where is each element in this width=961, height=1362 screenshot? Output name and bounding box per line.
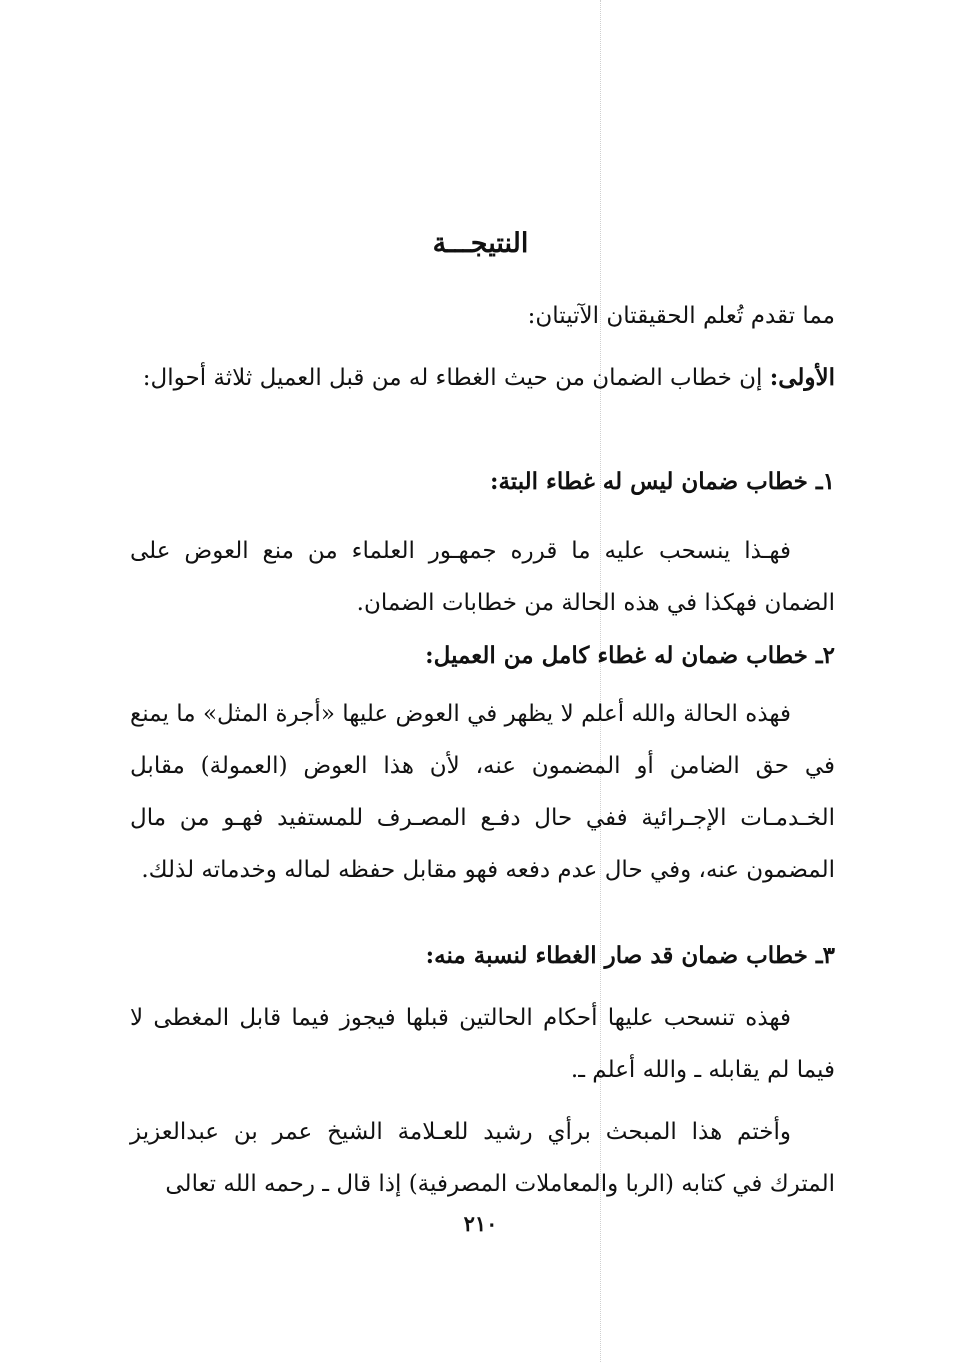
case-1-heading: ١ـ خطاب ضمان ليس له غطاء البتة: xyxy=(489,468,835,495)
closing-paragraph: وأختم هذا المبحث برأي رشيد للعـلامة الشيخ عمر بن عبدالعزيز المترك في كتابه (الربا والمعاملات المصرفية) إذا قال ـ رحمه الله تعالى xyxy=(130,1119,835,1197)
section-title: النتيجـــة xyxy=(432,228,529,259)
case-3-body: فهذه تنسحب عليها أحكام الحالتين قبلها فيجوز فيما قابل المغطى لا فيما لم يقابله ـ والله أعلم ـ. xyxy=(130,1005,835,1083)
first-fact-label: الأولى: xyxy=(769,364,835,391)
first-fact-paragraph xyxy=(130,352,835,404)
case-3-heading: ٣ـ خطاب ضمان قد صار الغطاء لنسبة منه: xyxy=(425,942,835,969)
intro-paragraph: مما تقدم تُعلم الحقيقتان الآتيتان: xyxy=(527,303,835,329)
first-fact-text: إن خطاب الضمان من حيث الغطاء له من قبل العميل ثلاثة أحوال: xyxy=(142,365,763,391)
case-1-body: فهـذا ينسحب عليه ما قرره جمهـور العلماء من منع العوض على الضمان فهكذا في هذه الحالة من خطابات الضمان. xyxy=(130,538,835,616)
case-2-body: فهذه الحالة والله أعلم لا يظهر في العوض عليها «أجرة المثل» ما يمنع في حق الضامن أو المضمون عنه، لأن هذا العوض (العمولة) مقابل الخـدمـات الإجـرائية ففي حال دفـع المصـرف للمستفيد فهـو من مال المضمون عنه، وفي حال عدم دفعه فهو مقابل حفظه لماله وخدماته لذلك. xyxy=(130,701,835,883)
page-number: ٢١٠ xyxy=(463,1211,498,1236)
case-2-heading: ٢ـ خطاب ضمان له غطاء كامل من العميل: xyxy=(425,642,835,669)
